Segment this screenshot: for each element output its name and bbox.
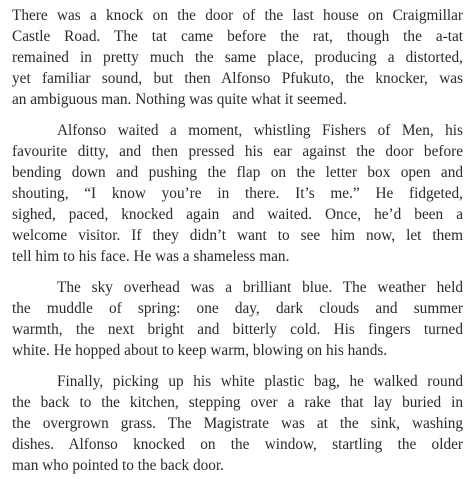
text-line: the muddle of spring: one day, dark clouds and summer [12, 300, 463, 317]
text-line: Alfonso waited a moment, whistling Fishers of Men, his [57, 122, 463, 139]
text-line: There was a knock on the door of the last house on Craigmillar [12, 7, 463, 24]
text-line: shouting, “I know you’re in there. It’s me.” He fidgeted, [12, 185, 463, 202]
text-line: dishes. Alfonso knocked on the window, startling the older [12, 436, 463, 453]
text-line: The sky overhead was a brilliant blue. The weather held [57, 279, 463, 296]
paragraph-4 [12, 371, 463, 476]
text-line: an ambiguous man. Nothing was quite what it seemed. [12, 91, 347, 108]
text-line: Finally, picking up his white plastic bag, he walked round [57, 373, 463, 390]
text-line: tell him to his face. He was a shameless man. [12, 248, 290, 265]
text-line: favourite ditty, and then pressed his ear against the door before [12, 143, 463, 160]
text-line: the back to the kitchen, stepping over a rake that lay buried in [12, 394, 463, 411]
paragraph-2 [12, 120, 463, 267]
text-line: white. He hopped about to keep warm, blowing on his hands. [12, 342, 388, 359]
text-line: the overgrown grass. The Magistrate was at the sink, washing [12, 415, 463, 432]
text-line: sighed, paced, knocked again and waited. Once, he’d been a [12, 206, 463, 223]
text-line: warmth, the next bright and bitterly cold. His fingers turned [12, 321, 463, 338]
text-line: man who pointed to the back door. [12, 457, 224, 474]
text-line: Castle Road. The tat came before the rat, though the a-tat [12, 28, 463, 45]
text-line: welcome visitor. If they didn’t want to see him now, let them [12, 227, 463, 244]
paragraph-1 [12, 5, 463, 110]
text-line: yet familiar sound, but then Alfonso Pfukuto, the knocker, was [12, 70, 463, 87]
text-line: bending down and pushing the flap on the letter box open and [12, 164, 463, 181]
paragraph-3 [12, 277, 463, 361]
text-line: remained in pretty much the same place, producing a distorted, [12, 49, 463, 66]
